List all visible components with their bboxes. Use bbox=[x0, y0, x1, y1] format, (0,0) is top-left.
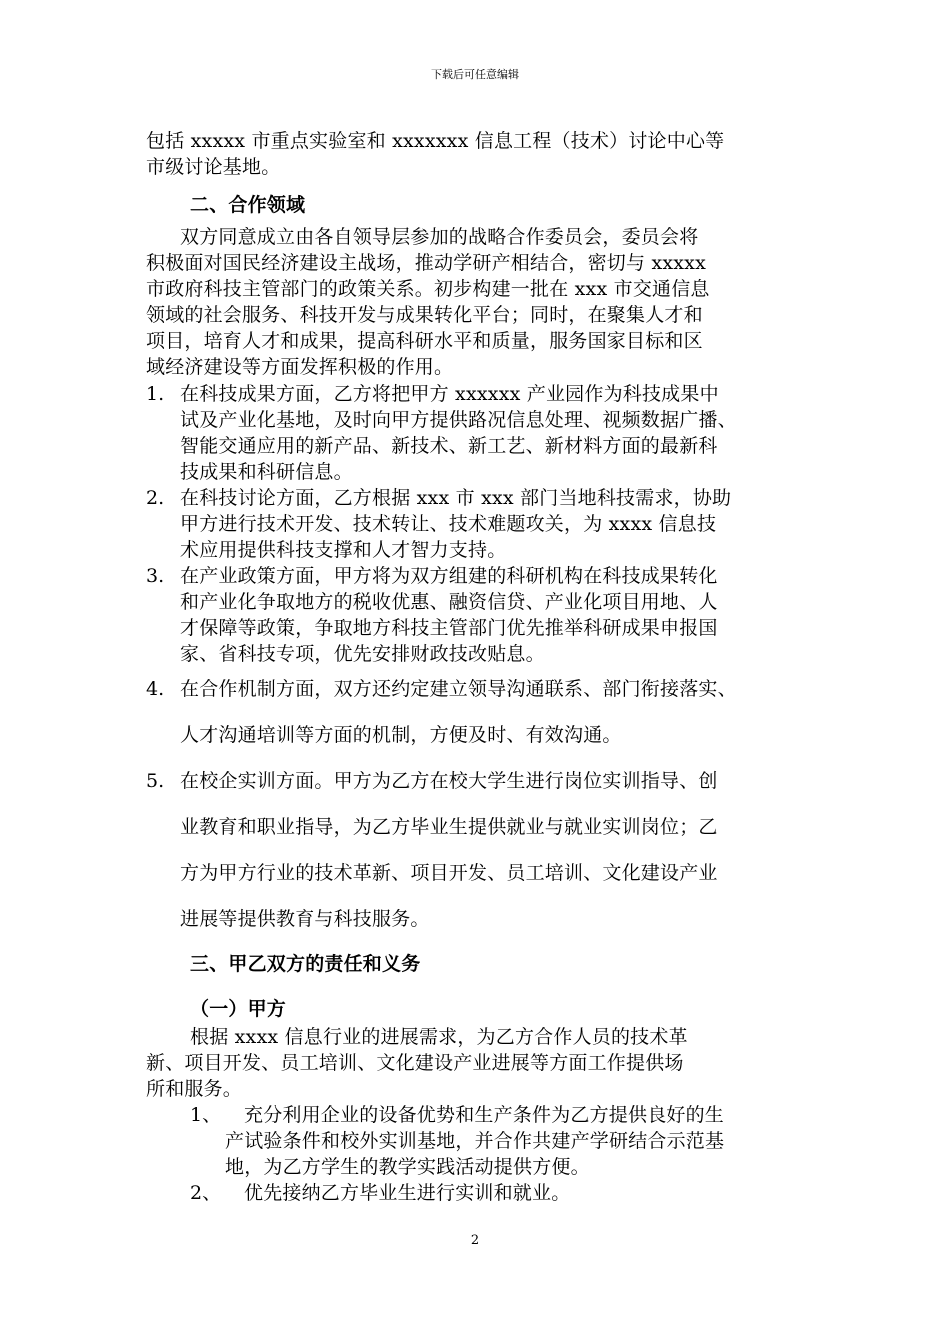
section-2-para-line: 项目，培育人才和成果，提高科研水平和质量，服务国家目标和区 bbox=[146, 330, 703, 352]
section-3-heading: 三、甲乙双方的责任和义务 bbox=[190, 953, 421, 975]
list-item-number: 3. bbox=[146, 565, 165, 587]
section-2-para-line: 领域的社会服务、科技开发与成果转化平台；同时，在聚集人才和 bbox=[146, 304, 703, 326]
section-3-sub-heading: （一）甲方 bbox=[190, 998, 287, 1020]
list-item-line: 在合作机制方面，双方还约定建立领导沟通联系、部门衔接落实、 bbox=[180, 678, 737, 700]
section-2-para-line: 积极面对国民经济建设主战场，推动学研产相结合，密切与 xxxxx bbox=[146, 252, 707, 274]
section-2-para-line: 双方同意成立由各自领导层参加的战略合作委员会，委员会将 bbox=[180, 226, 699, 248]
intro-line-2: 市级讨论基地。 bbox=[146, 156, 281, 178]
list-item-line: 人才沟通培训等方面的机制，方便及时、有效沟通。 bbox=[180, 724, 622, 746]
list-item-line: 才保障等政策，争取地方科技主管部门优先推举科研成果申报国 bbox=[180, 617, 718, 639]
list-item-line: 进展等提供教育与科技服务。 bbox=[180, 908, 430, 930]
section-2-para-line: 市政府科技主管部门的政策关系。初步构建一批在 xxx 市交通信息 bbox=[146, 278, 710, 300]
intro-line-1: 包括 xxxxx 市重点实验室和 xxxxxxx 信息工程（技术）讨论中心等 bbox=[146, 130, 725, 152]
section-3-para-line: 根据 xxxx 信息行业的进展需求，为乙方合作人员的技术革 bbox=[190, 1026, 688, 1048]
list-item-number: 4. bbox=[146, 678, 165, 700]
list-item-line: 术应用提供科技支撑和人才智力支持。 bbox=[180, 539, 507, 561]
list-item-line: 充分利用企业的设备优势和生产条件为乙方提供良好的生 bbox=[244, 1104, 725, 1126]
list-item-number: 1、 bbox=[190, 1104, 222, 1126]
list-item-line: 和产业化争取地方的税收优惠、融资信贷、产业化项目用地、人 bbox=[180, 591, 718, 613]
section-2-para-line: 域经济建设等方面发挥积极的作用。 bbox=[146, 356, 454, 378]
list-item-line: 地，为乙方学生的教学实践活动提供方便。 bbox=[225, 1156, 590, 1178]
list-item-line: 家、省科技专项，优先安排财政技改贴息。 bbox=[180, 643, 545, 665]
list-item-line: 技成果和科研信息。 bbox=[180, 461, 353, 483]
list-item-line: 试及产业化基地，及时向甲方提供路况信息处理、视频数据广播、 bbox=[180, 409, 737, 431]
list-item-number: 5. bbox=[146, 770, 165, 792]
list-item-number: 1. bbox=[146, 383, 165, 405]
section-2-heading: 二、合作领域 bbox=[190, 194, 306, 216]
list-item-line: 甲方进行技术开发、技术转让、技术难题攻关，为 xxxx 信息技 bbox=[180, 513, 717, 535]
page-header: 下载后可任意编辑 bbox=[431, 68, 519, 81]
list-item-number: 2、 bbox=[190, 1182, 222, 1204]
list-item-line: 智能交通应用的新产品、新技术、新工艺、新材料方面的最新科 bbox=[180, 435, 718, 457]
list-item-line: 方为甲方行业的技术革新、项目开发、员工培训、文化建设产业 bbox=[180, 862, 718, 884]
list-item-line: 在校企实训方面。甲方为乙方在校大学生进行岗位实训指导、创 bbox=[180, 770, 718, 792]
list-item-line: 产试验条件和校外实训基地，并合作共建产学研结合示范基 bbox=[225, 1130, 725, 1152]
section-3-para-line: 新、项目开发、员工培训、文化建设产业进展等方面工作提供场 bbox=[146, 1052, 684, 1074]
list-item-line: 优先接纳乙方毕业生进行实训和就业。 bbox=[244, 1182, 571, 1204]
section-3-para-line: 所和服务。 bbox=[146, 1078, 243, 1100]
list-item-number: 2. bbox=[146, 487, 165, 509]
list-item-line: 业教育和职业指导，为乙方毕业生提供就业与就业实训岗位；乙 bbox=[180, 816, 718, 838]
page-number: 2 bbox=[470, 1233, 480, 1248]
list-item-line: 在科技成果方面，乙方将把甲方 xxxxxx 产业园作为科技成果中 bbox=[180, 383, 719, 405]
list-item-line: 在科技讨论方面，乙方根据 xxx 市 xxx 部门当地科技需求，协助 bbox=[180, 487, 732, 509]
list-item-line: 在产业政策方面，甲方将为双方组建的科研机构在科技成果转化 bbox=[180, 565, 718, 587]
